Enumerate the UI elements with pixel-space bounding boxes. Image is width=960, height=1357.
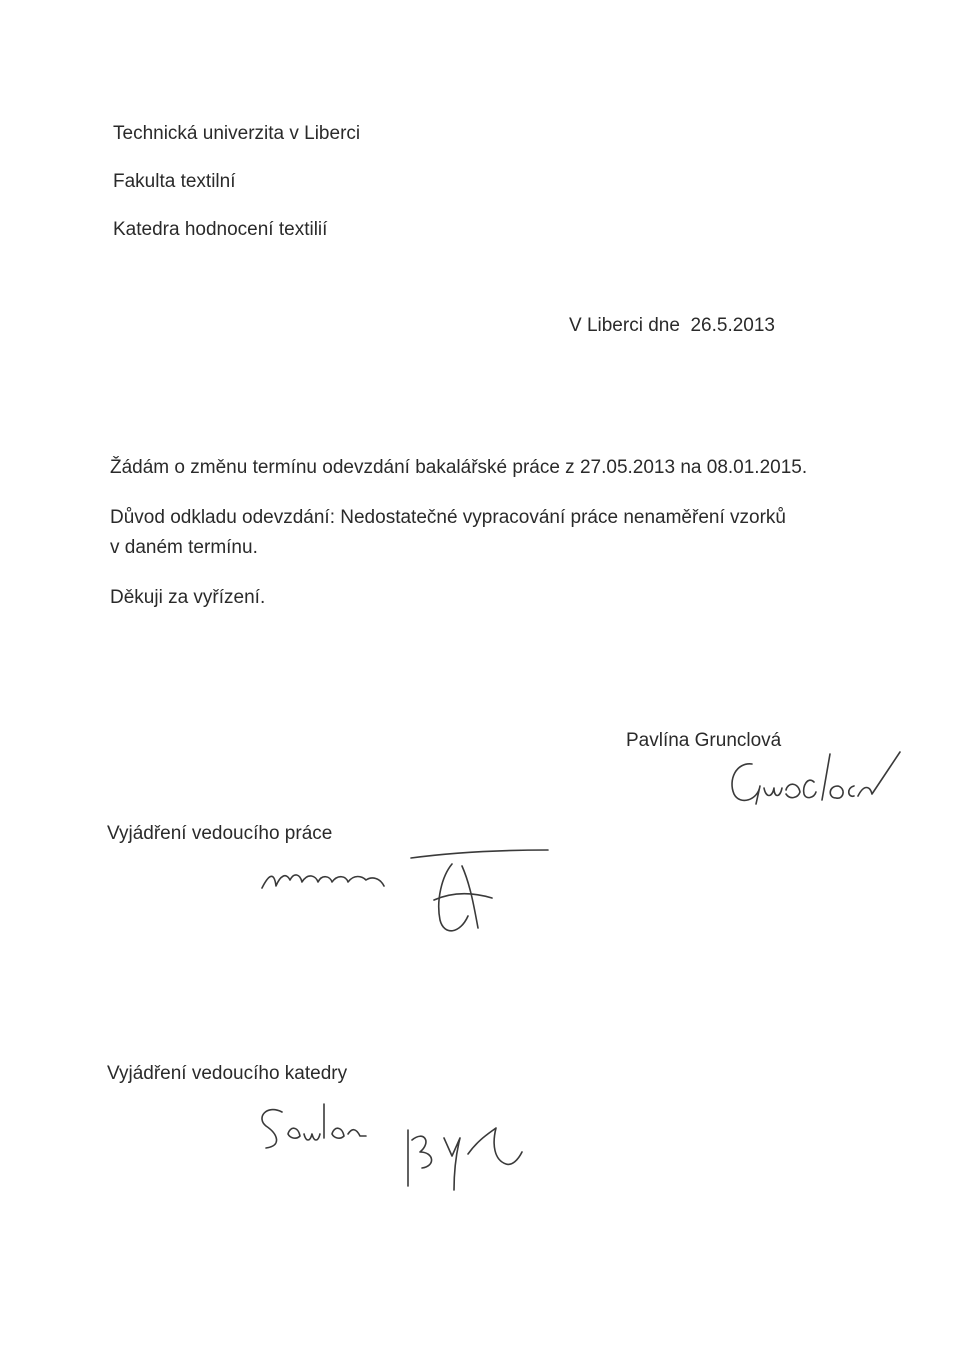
signatory-name: Pavlína Grunclová [626,730,782,751]
head-heading: Vyjádření vedoucího katedry [107,1063,348,1084]
university-name: Technická univerzita v Liberci [113,123,361,144]
faculty-name: Fakulta textilní [113,171,236,192]
supervisor-signature [256,836,556,946]
reason-text-line1: Důvod odkladu odevzdání: Nedostatečné vypracování práce nenaměření vzorků [110,507,786,528]
head-signature [248,1094,548,1194]
department-name: Katedra hodnocení textilií [113,219,328,240]
thanks-text: Děkuji za vyřízení. [110,587,266,608]
supervisor-heading: Vyjádření vedoucího práce [107,823,333,844]
date-line: V Liberci dne 26.5.2013 [569,315,775,336]
student-signature [718,742,918,832]
request-text: Žádám o změnu termínu odevzdání bakalářské práce z 27.05.2013 na 08.01.2015. [110,457,808,478]
reason-text-line2: v daném termínu. [110,537,258,558]
